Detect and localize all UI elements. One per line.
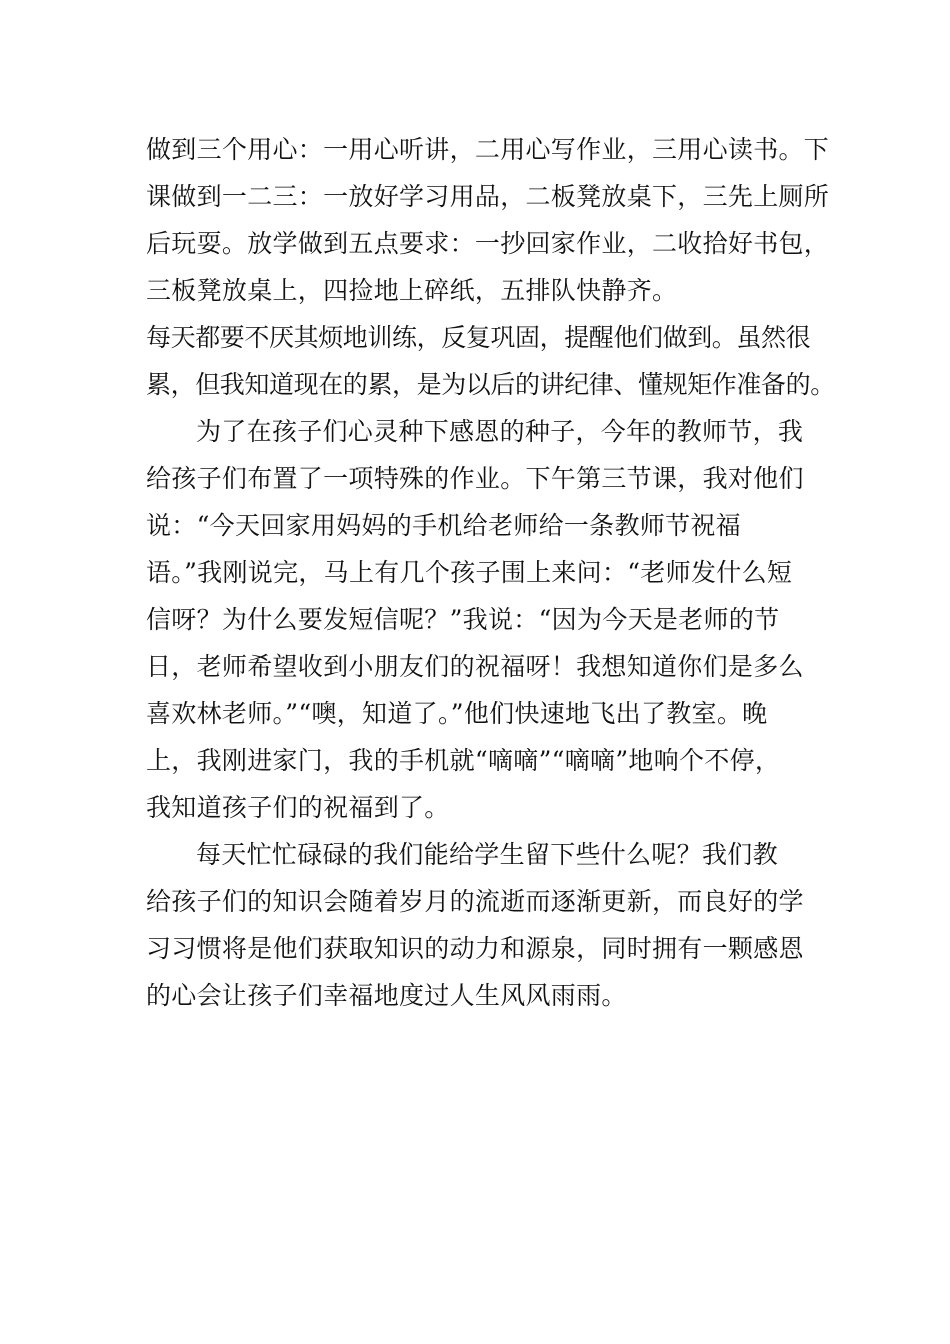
- text-line: 三板凳放桌上，四捡地上碎纸，五排队快静齐。: [146, 276, 678, 305]
- text-line: 喜欢林老师。”“噢，知道了。”他们快速地飞出了教室。晚: [146, 699, 768, 728]
- text-line: 每天忙忙碌碌的我们能给学生留下些什么呢？我们教: [196, 840, 778, 869]
- text-line: 我知道孩子们的祝福到了。: [146, 793, 450, 822]
- text-line: 后玩耍。放学做到五点要求：一抄回家作业，二收拾好书包，: [146, 229, 830, 258]
- text-line: 累，但我知道现在的累，是为以后的讲纪律、懂规矩作准备的。: [146, 370, 835, 399]
- text-line: 说：“今天回家用妈妈的手机给老师给一条教师节祝福: [146, 511, 741, 540]
- text-line: 给孩子们布置了一项特殊的作业。下午第三节课，我对他们: [146, 464, 804, 493]
- text-line: 课做到一二三：一放好学习用品，二板凳放桌下，三先上厕所: [146, 182, 830, 211]
- text-line: 上，我刚进家门，我的手机就“嘀嘀”“嘀嘀”地响个不停，: [146, 746, 781, 775]
- text-line: 为了在孩子们心灵种下感恩的种子，今年的教师节，我: [196, 417, 804, 446]
- text-line: 语。”我刚说完，马上有几个孩子围上来问：“老师发什么短: [146, 558, 793, 587]
- text-line: 习习惯将是他们获取知识的动力和源泉，同时拥有一颗感恩: [146, 934, 804, 963]
- text-line: 给孩子们的知识会随着岁月的流逝而逐渐更新，而良好的学: [146, 887, 804, 916]
- text-line: 每天都要不厌其烦地训练，反复巩固，提醒他们做到。虽然很: [146, 323, 811, 352]
- text-line: 的心会让孩子们幸福地度过人生风风雨雨。: [146, 981, 627, 1010]
- text-line: 信呀？为什么要发短信呢？”我说：“因为今天是老师的节: [146, 605, 780, 634]
- text-line: 做到三个用心：一用心听讲，二用心写作业，三用心读书。下: [146, 135, 830, 164]
- text-line: 日，老师希望收到小朋友们的祝福呀！我想知道你们是多么: [146, 652, 804, 681]
- body-text: [146, 126, 835, 1019]
